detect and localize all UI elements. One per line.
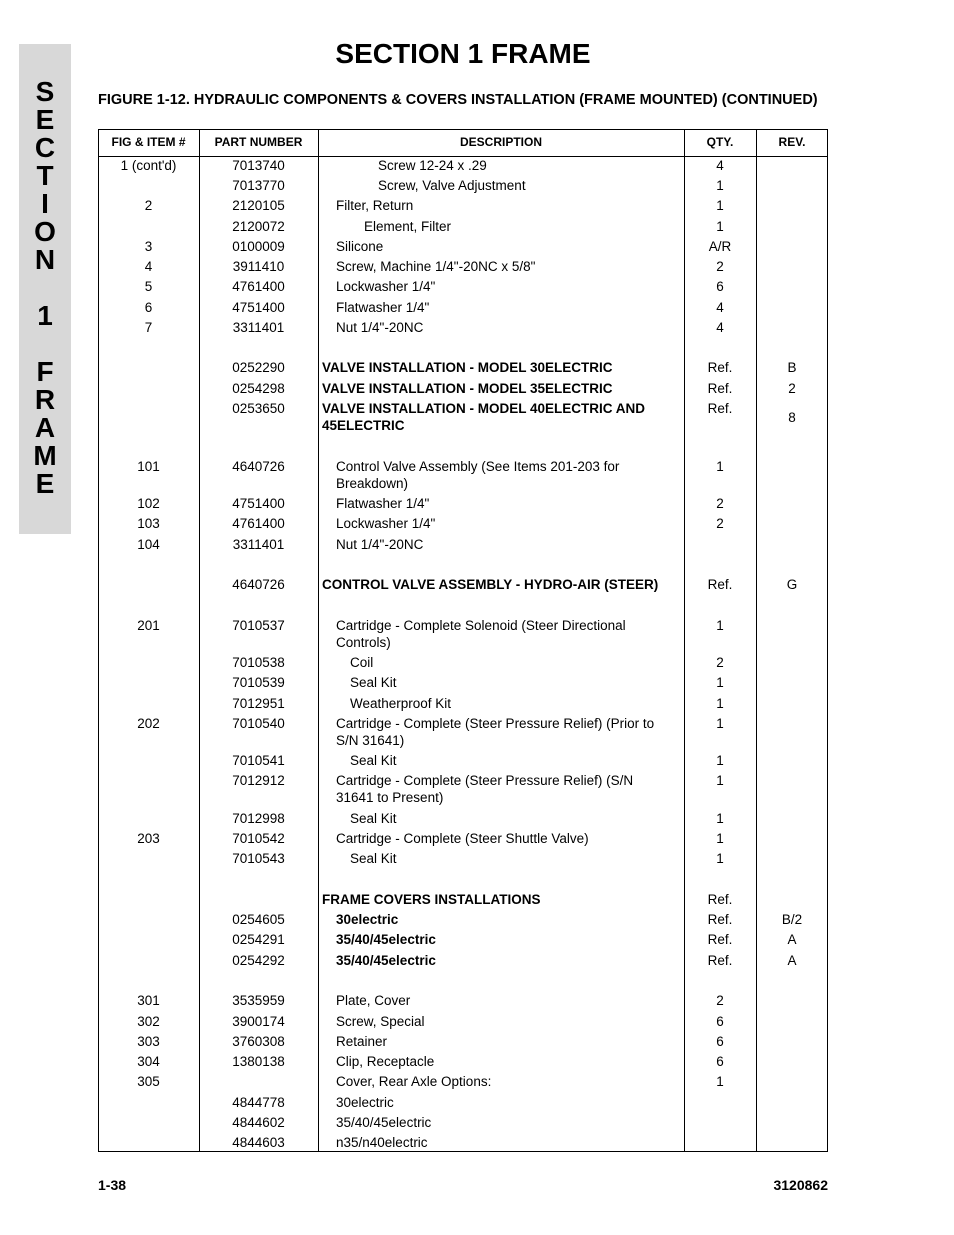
cell-fig: 1 (cont'd) bbox=[120, 158, 177, 173]
cell-desc: Coil bbox=[350, 655, 374, 670]
cell-fig: 203 bbox=[137, 831, 160, 846]
cell-part: 7012951 bbox=[232, 696, 285, 711]
cell-qty: 4 bbox=[716, 158, 724, 173]
cell-desc: Screw 12-24 x .29 bbox=[378, 158, 487, 173]
cell-fig: 6 bbox=[144, 300, 153, 315]
cell-fig: 7 bbox=[144, 320, 153, 335]
cell-part: 0100009 bbox=[232, 239, 285, 254]
cell-desc: Control Valve Assembly (See Items 201-203 for Breakdown) bbox=[336, 459, 620, 491]
cell-desc: Screw, Valve Adjustment bbox=[378, 178, 526, 193]
side-tab-letter: M bbox=[33, 440, 57, 471]
header-part-number: PART NUMBER bbox=[214, 135, 303, 149]
cell-desc: Clip, Receptacle bbox=[336, 1054, 435, 1069]
cell-qty: 2 bbox=[716, 993, 724, 1008]
cell-rev: G bbox=[786, 577, 798, 592]
cell-qty: 1 bbox=[716, 1074, 724, 1089]
cell-desc: n35/n40electric bbox=[336, 1135, 428, 1150]
cell-fig: 201 bbox=[137, 618, 160, 633]
side-tab-letter: R bbox=[34, 384, 56, 415]
cell-fig: 101 bbox=[137, 459, 160, 474]
cell-rev: A bbox=[787, 932, 797, 947]
cell-part: 4844778 bbox=[232, 1095, 285, 1110]
cell-part: 7010539 bbox=[232, 675, 285, 690]
cell-desc: Lockwasher 1/4" bbox=[336, 279, 436, 294]
cell-desc: 30electric bbox=[336, 912, 399, 927]
cell-rev: A bbox=[787, 953, 797, 968]
cell-part: 4751400 bbox=[232, 300, 285, 315]
cell-part: 3311401 bbox=[232, 537, 285, 552]
header-qty: QTY. bbox=[706, 135, 734, 149]
cell-desc: Cartridge - Complete (Steer Pressure Relief) (Prior to S/N 31641) bbox=[336, 716, 655, 748]
cell-fig: 202 bbox=[137, 716, 160, 731]
cell-qty: Ref. bbox=[707, 953, 733, 968]
cell-qty: Ref. bbox=[707, 401, 733, 416]
cell-rev: 2 bbox=[788, 381, 796, 396]
page-number: 1-38 bbox=[98, 1177, 127, 1193]
side-tab-letter: F bbox=[36, 356, 54, 387]
header-rev: REV. bbox=[778, 135, 806, 149]
side-tab-letter: N bbox=[34, 244, 56, 275]
cell-part: 7010541 bbox=[232, 753, 285, 768]
cell-desc: Seal Kit bbox=[350, 811, 397, 826]
cell-qty: 4 bbox=[716, 320, 724, 335]
cell-part: 0254298 bbox=[232, 381, 285, 396]
cell-qty: 1 bbox=[716, 459, 724, 474]
cell-desc: Seal Kit bbox=[350, 675, 397, 690]
cell-qty: 1 bbox=[716, 716, 724, 731]
cell-qty: 2 bbox=[716, 655, 724, 670]
cell-desc: Screw, Machine 1/4"-20NC x 5/8" bbox=[336, 259, 536, 274]
side-tab-letter: I bbox=[41, 188, 49, 219]
side-tab-letter: O bbox=[34, 216, 56, 247]
cell-desc: Filter, Return bbox=[336, 198, 414, 213]
cell-qty: Ref. bbox=[707, 360, 733, 375]
cell-desc: Silicone bbox=[336, 239, 384, 254]
document-number: 3120862 bbox=[773, 1177, 828, 1193]
side-tab-letter: T bbox=[36, 160, 54, 191]
cell-qty: 2 bbox=[716, 516, 724, 531]
cell-part: 3900174 bbox=[232, 1014, 285, 1029]
cell-desc: Cover, Rear Axle Options: bbox=[336, 1074, 492, 1089]
cell-qty: 1 bbox=[716, 753, 724, 768]
cell-desc: FRAME COVERS INSTALLATIONS bbox=[322, 892, 541, 907]
side-tab-letter: E bbox=[35, 104, 55, 135]
cell-desc: Lockwasher 1/4" bbox=[336, 516, 436, 531]
cell-desc: 35/40/45electric bbox=[336, 1115, 432, 1130]
cell-desc: VALVE INSTALLATION - MODEL 30ELECTRIC bbox=[322, 360, 613, 375]
cell-qty: 1 bbox=[716, 696, 724, 711]
cell-fig: 5 bbox=[144, 279, 153, 294]
cell-part: 2120105 bbox=[232, 198, 285, 213]
cell-desc: Weatherproof Kit bbox=[350, 696, 452, 711]
cell-part: 4761400 bbox=[232, 516, 285, 531]
cell-qty: 1 bbox=[716, 811, 724, 826]
cell-desc: Flatwasher 1/4" bbox=[336, 300, 430, 315]
side-tab-letter: A bbox=[34, 412, 56, 443]
cell-rev: B/2 bbox=[781, 912, 803, 927]
cell-part: 7012912 bbox=[232, 773, 285, 788]
cell-desc: Element, Filter bbox=[364, 219, 452, 234]
cell-fig: 302 bbox=[137, 1014, 160, 1029]
cell-desc: VALVE INSTALLATION - MODEL 40ELECTRIC AND 45ELECTRIC bbox=[322, 401, 646, 433]
cell-part: 7010540 bbox=[232, 716, 285, 731]
cell-desc: Retainer bbox=[336, 1034, 388, 1049]
section-side-tab bbox=[19, 44, 71, 534]
cell-desc: Seal Kit bbox=[350, 753, 397, 768]
cell-qty: Ref. bbox=[707, 912, 733, 927]
cell-part: 1380138 bbox=[232, 1054, 285, 1069]
cell-qty: 6 bbox=[716, 279, 724, 294]
cell-part: 4761400 bbox=[232, 279, 285, 294]
cell-part: 7010542 bbox=[232, 831, 285, 846]
cell-part: 3911410 bbox=[232, 259, 285, 274]
cell-part: 7013770 bbox=[232, 178, 285, 193]
cell-part: 4844603 bbox=[232, 1135, 285, 1150]
cell-part: 0254291 bbox=[232, 932, 285, 947]
cell-desc: CONTROL VALVE ASSEMBLY - HYDRO-AIR (STEER) bbox=[322, 577, 659, 592]
cell-fig: 102 bbox=[137, 496, 160, 511]
cell-part: 0254292 bbox=[232, 953, 285, 968]
cell-qty: 1 bbox=[716, 198, 724, 213]
cell-part: 3535959 bbox=[232, 993, 285, 1008]
column-divider bbox=[318, 129, 319, 1152]
header-fig-item: FIG & ITEM # bbox=[111, 135, 186, 149]
cell-qty: 1 bbox=[716, 851, 724, 866]
cell-qty: 6 bbox=[716, 1034, 724, 1049]
cell-fig: 305 bbox=[137, 1074, 160, 1089]
cell-part: 7010537 bbox=[232, 618, 285, 633]
cell-fig: 104 bbox=[137, 537, 160, 552]
cell-qty: Ref. bbox=[707, 577, 733, 592]
cell-desc: Seal Kit bbox=[350, 851, 397, 866]
cell-qty: 1 bbox=[716, 618, 724, 633]
cell-desc: Cartridge - Complete (Steer Pressure Relief) (S/N 31641 to Present) bbox=[336, 773, 634, 805]
cell-qty: 1 bbox=[716, 675, 724, 690]
cell-part: 3311401 bbox=[232, 320, 285, 335]
cell-part: 2120072 bbox=[232, 219, 285, 234]
cell-part: 0252290 bbox=[232, 360, 285, 375]
cell-fig: 3 bbox=[144, 239, 153, 254]
cell-qty: 4 bbox=[716, 300, 724, 315]
cell-desc: VALVE INSTALLATION - MODEL 35ELECTRIC bbox=[322, 381, 613, 396]
cell-desc: Nut 1/4"-20NC bbox=[336, 537, 424, 552]
cell-qty: A/R bbox=[708, 239, 732, 254]
page-title: SECTION 1 FRAME bbox=[335, 38, 591, 69]
cell-part: 4751400 bbox=[232, 496, 285, 511]
cell-qty: 1 bbox=[716, 773, 724, 788]
cell-qty: Ref. bbox=[707, 381, 733, 396]
column-divider bbox=[756, 129, 757, 1152]
cell-desc: Cartridge - Complete (Steer Shuttle Valve) bbox=[336, 831, 589, 846]
cell-qty: 2 bbox=[716, 496, 724, 511]
cell-desc: Screw, Special bbox=[336, 1014, 425, 1029]
cell-fig: 303 bbox=[137, 1034, 160, 1049]
figure-caption: FIGURE 1-12. HYDRAULIC COMPONENTS & COVERS INSTALLATION (FRAME MOUNTED) (CONTINUED) bbox=[98, 92, 818, 108]
cell-desc: 30electric bbox=[336, 1095, 394, 1110]
cell-desc: Flatwasher 1/4" bbox=[336, 496, 430, 511]
cell-fig: 301 bbox=[137, 993, 160, 1008]
cell-part: 0253650 bbox=[232, 401, 285, 416]
cell-rev: 8 bbox=[788, 410, 796, 425]
cell-desc: Plate, Cover bbox=[336, 993, 411, 1008]
side-tab-letter: 1 bbox=[37, 300, 53, 331]
cell-qty: 2 bbox=[716, 259, 724, 274]
cell-part: 7012998 bbox=[232, 811, 285, 826]
cell-desc: Nut 1/4"-20NC bbox=[336, 320, 424, 335]
cell-qty: 6 bbox=[716, 1014, 724, 1029]
cell-rev: B bbox=[787, 360, 797, 375]
cell-qty: Ref. bbox=[707, 892, 733, 907]
cell-fig: 103 bbox=[137, 516, 160, 531]
cell-fig: 2 bbox=[144, 198, 153, 213]
cell-desc: Cartridge - Complete Solenoid (Steer Directional Controls) bbox=[336, 618, 626, 650]
cell-part: 4844602 bbox=[232, 1115, 285, 1130]
side-tab-letter: S bbox=[35, 76, 55, 107]
cell-fig: 304 bbox=[137, 1054, 160, 1069]
cell-part: 3760308 bbox=[232, 1034, 285, 1049]
header-description: DESCRIPTION bbox=[459, 135, 542, 149]
cell-qty: Ref. bbox=[707, 932, 733, 947]
cell-qty: 1 bbox=[716, 831, 724, 846]
cell-part: 7013740 bbox=[232, 158, 285, 173]
cell-fig: 4 bbox=[144, 259, 153, 274]
cell-qty: 1 bbox=[716, 178, 724, 193]
cell-qty: 6 bbox=[716, 1054, 724, 1069]
cell-part: 4640726 bbox=[232, 577, 285, 592]
cell-desc: 35/40/45electric bbox=[336, 953, 436, 968]
side-tab-letter: C bbox=[34, 132, 56, 163]
cell-desc: 35/40/45electric bbox=[336, 932, 436, 947]
cell-part: 7010538 bbox=[232, 655, 285, 670]
cell-part: 0254605 bbox=[232, 912, 285, 927]
cell-part: 4640726 bbox=[232, 459, 285, 474]
cell-part: 7010543 bbox=[232, 851, 285, 866]
cell-qty: 1 bbox=[716, 219, 724, 234]
side-tab-letter: E bbox=[35, 468, 55, 499]
